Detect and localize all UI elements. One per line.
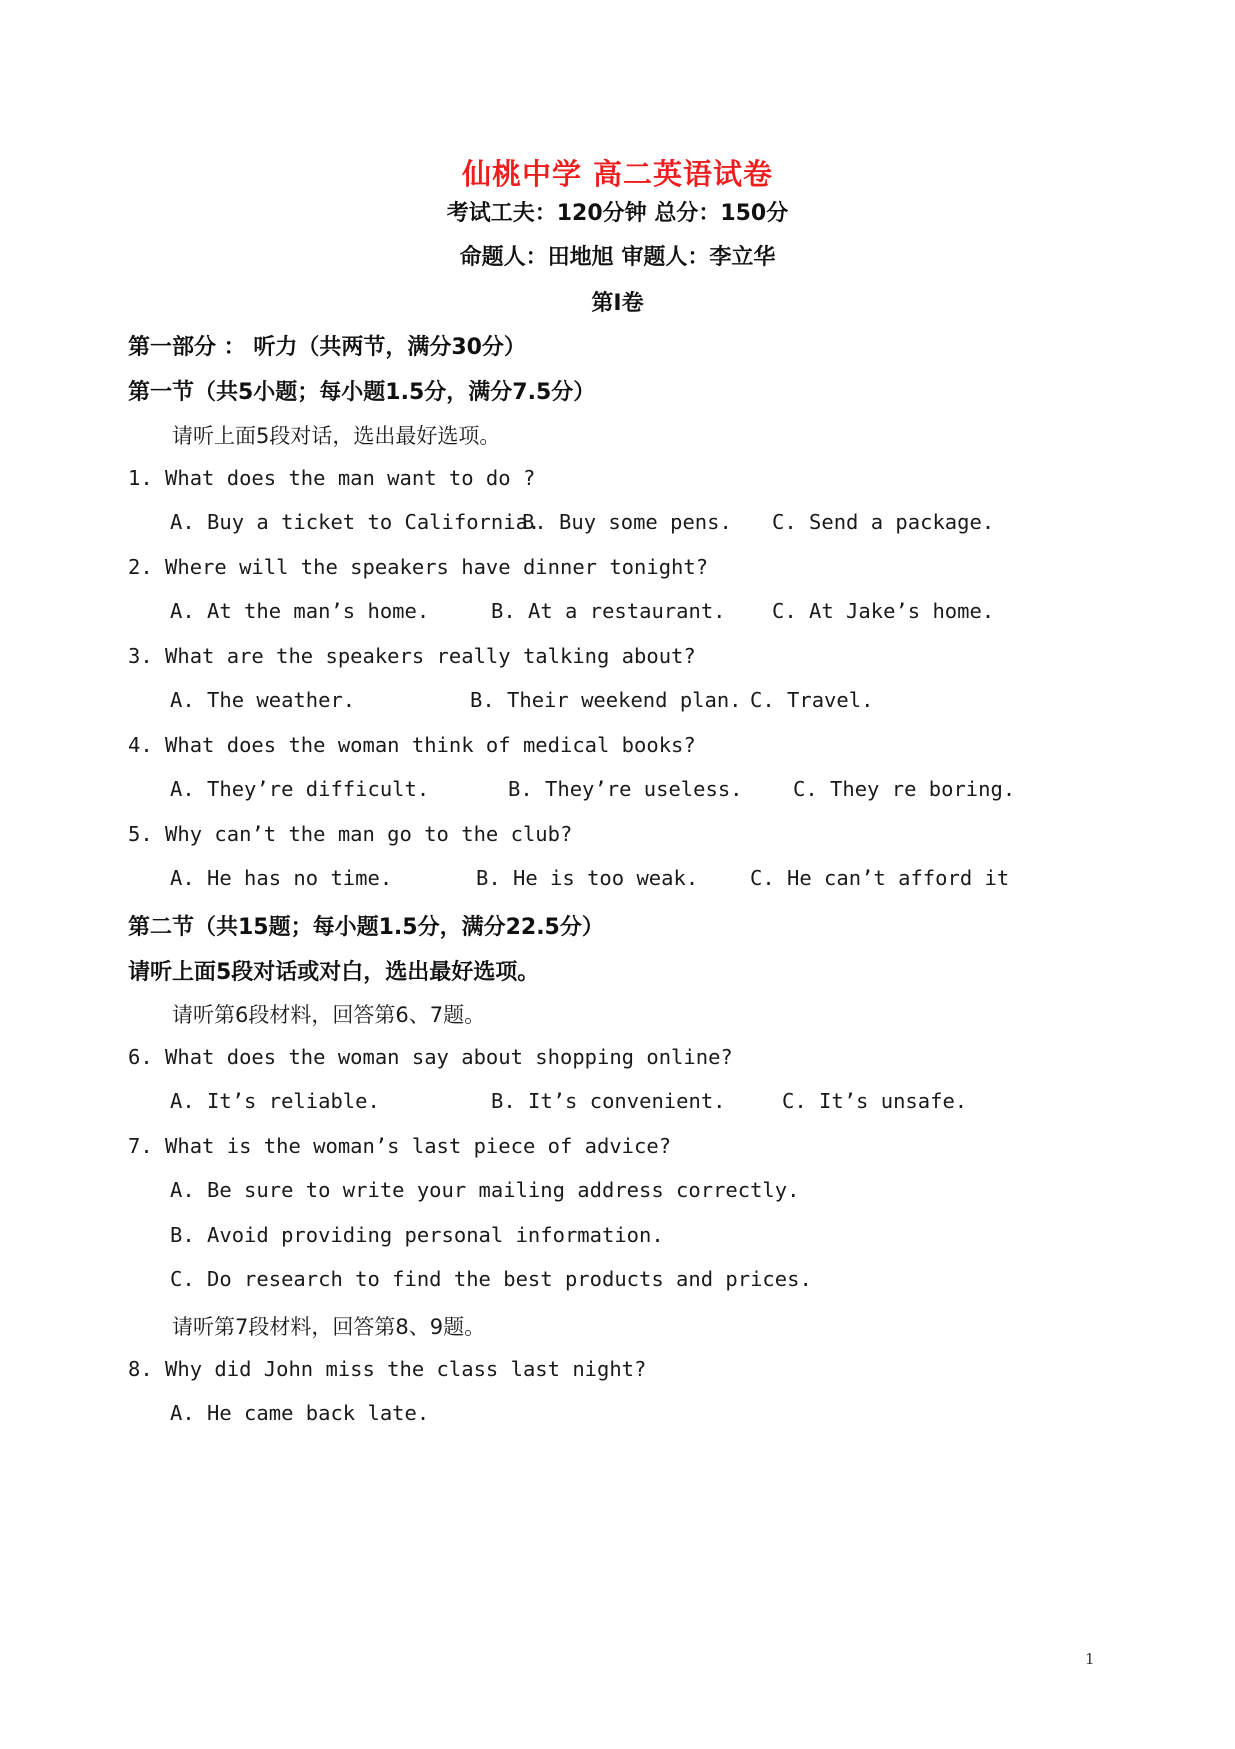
question-stem: 2. Where will the speakers have dinner tonight? — [128, 555, 709, 579]
question-stem: 8. Why did John miss the class last night? — [128, 1357, 647, 1381]
option-a: A. He came back late. — [170, 1401, 430, 1425]
option-c: C. They re boring. — [793, 777, 1016, 801]
option-c: C. At Jake’s home. — [772, 599, 995, 623]
question-stem: 7. What is the woman’s last piece of advice? — [128, 1134, 672, 1158]
exam-authors: 命题人：田地旭 审题人：李立华 — [459, 245, 776, 270]
option-a: A. Buy a ticket to California. — [170, 510, 541, 534]
option-c: C. Travel. — [750, 688, 874, 712]
section2-heading: 第二节（共15题；每小题1.5分，满分22.5分） — [128, 915, 604, 940]
option-b: B. He is too weak. — [476, 866, 699, 890]
option-a: A. They’re difficult. — [170, 777, 430, 801]
option-a: A. The weather. — [170, 688, 356, 712]
option-b: B. It’s convenient. — [491, 1089, 726, 1113]
section1-heading: 第一节（共5小题；每小题1.5分，满分7.5分） — [128, 380, 596, 405]
option-a: A. It’s reliable. — [170, 1089, 380, 1113]
option-c: C. He can’t afford it — [750, 866, 1010, 890]
question-stem: 1. What does the man want to do ? — [128, 466, 536, 490]
volume-label: 第Ⅰ卷 — [591, 291, 644, 316]
section1-instruction: 请听上面5段对话，选出最好选项。 — [172, 424, 501, 448]
material-7-instruction: 请听第7段材料，回答第8、9题。 — [172, 1315, 486, 1339]
option-b: B. They’re useless. — [508, 777, 743, 801]
option-b: B. At a restaurant. — [491, 599, 726, 623]
option-c: C. It’s unsafe. — [782, 1089, 968, 1113]
option-c: C. Do research to find the best products and prices. — [170, 1267, 812, 1291]
exam-title: 仙桃中学 高二英语试卷 — [461, 157, 774, 191]
option-a: A. At the man’s home. — [170, 599, 430, 623]
material-6-instruction: 请听第6段材料，回答第6、7题。 — [172, 1003, 486, 1027]
option-a: A. He has no time. — [170, 866, 393, 890]
question-stem: 5. Why can’t the man go to the club? — [128, 822, 573, 846]
question-stem: 6. What does the woman say about shopping online? — [128, 1045, 733, 1069]
question-stem: 4. What does the woman think of medical books? — [128, 733, 696, 757]
part1-heading: 第一部分 ： 听力（共两节，满分30分） — [128, 335, 526, 360]
option-b: B. Their weekend plan. — [470, 688, 742, 712]
option-a: A. Be sure to write your mailing address correctly. — [170, 1178, 800, 1202]
option-b: B. Avoid providing personal information. — [170, 1223, 664, 1247]
option-c: C. Send a package. — [772, 510, 995, 534]
question-stem: 3. What are the speakers really talking about? — [128, 644, 696, 668]
option-b: B. Buy some pens. — [522, 510, 732, 534]
page-number: 1 — [1085, 1650, 1095, 1668]
exam-info: 考试工夫：120分钟 总分：150分 — [446, 201, 789, 226]
section2-instruction: 请听上面5段对话或对白，选出最好选项。 — [128, 960, 540, 985]
